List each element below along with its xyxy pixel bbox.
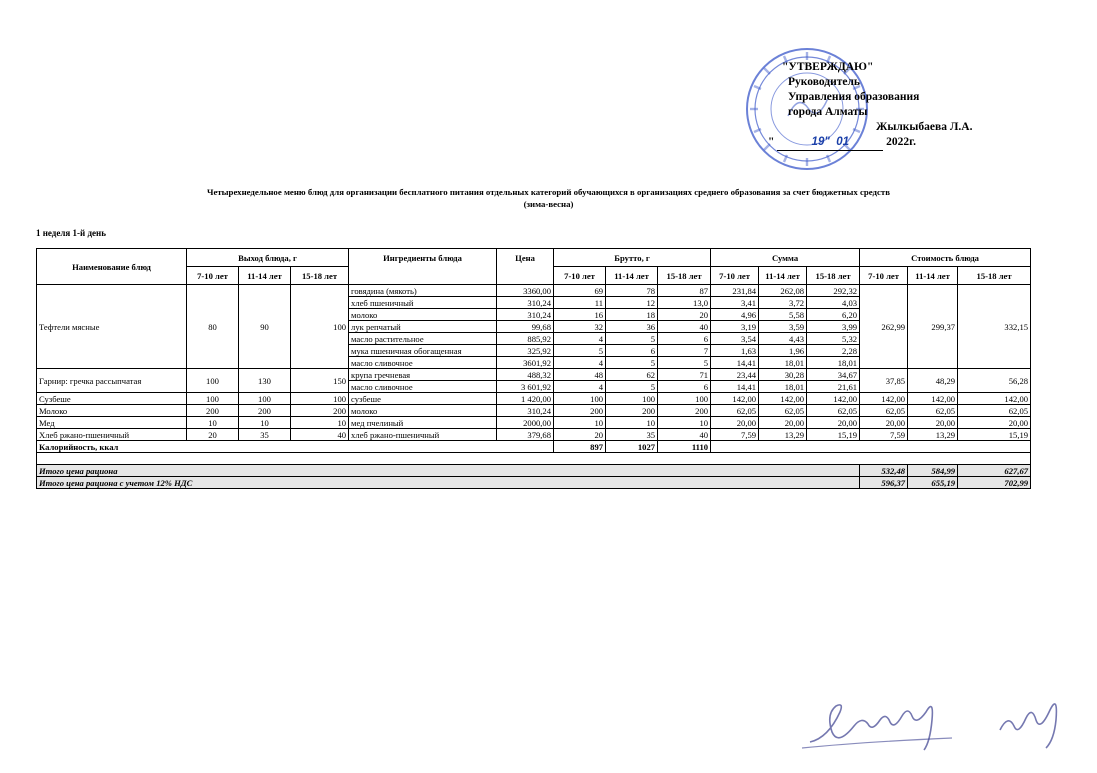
price-cell: 885,92 xyxy=(497,333,554,345)
brutto-age1-cell: 48 xyxy=(554,369,606,381)
document-title-line2: (зима-весна) xyxy=(523,199,574,209)
sum-age2-cell: 3,59 xyxy=(759,321,807,333)
table-row xyxy=(37,369,1031,381)
brutto-age3-cell: 6 xyxy=(658,333,711,345)
dish-name-cell: Мед xyxy=(37,417,187,429)
date-field xyxy=(777,135,883,151)
brutto-age2-cell: 12 xyxy=(606,297,658,309)
output-age2-cell: 100 xyxy=(239,393,291,405)
output-age3-cell: 100 xyxy=(291,393,349,405)
calories-age1: 897 xyxy=(554,441,606,453)
total-row xyxy=(37,465,1031,477)
header-cost: Стоимость блюда xyxy=(860,249,1031,267)
brutto-age1-cell: 4 xyxy=(554,357,606,369)
output-age3-cell: 150 xyxy=(291,369,349,393)
brutto-age2-cell: 18 xyxy=(606,309,658,321)
approval-block xyxy=(764,60,1004,151)
header-row-2 xyxy=(37,267,1031,285)
total-age1: 532,48 xyxy=(860,465,908,477)
brutto-age2-cell: 10 xyxy=(606,417,658,429)
sum-age3-cell: 62,05 xyxy=(807,405,860,417)
spacer-row xyxy=(37,453,1031,465)
dish-name-cell: Сузбеше xyxy=(37,393,187,405)
sum-age1-cell: 1,63 xyxy=(711,345,759,357)
cost-age2-cell: 13,29 xyxy=(908,429,958,441)
calories-age3: 1110 xyxy=(658,441,711,453)
sum-age2-cell: 1,96 xyxy=(759,345,807,357)
total-vat-age1: 596,37 xyxy=(860,477,908,489)
brutto-age1-cell: 69 xyxy=(554,285,606,297)
sum-age3-cell: 3,99 xyxy=(807,321,860,333)
ingredient-cell: масло растительное xyxy=(349,333,497,345)
sum-age1-cell: 4,96 xyxy=(711,309,759,321)
table-row xyxy=(37,417,1031,429)
header-output-age1: 7-10 лет xyxy=(187,267,239,285)
total-age3: 627,67 xyxy=(958,465,1031,477)
approval-position: Руководитель xyxy=(788,76,860,88)
sum-age3-cell: 4,03 xyxy=(807,297,860,309)
total-label: Итого цена рациона xyxy=(37,465,860,477)
header-ingredients: Ингредиенты блюда xyxy=(349,249,497,267)
calories-row xyxy=(37,441,1031,453)
brutto-age2-cell: 35 xyxy=(606,429,658,441)
sum-age2-cell: 30,28 xyxy=(759,369,807,381)
brutto-age1-cell: 20 xyxy=(554,429,606,441)
sum-age1-cell: 231,84 xyxy=(711,285,759,297)
sum-age1-cell: 142,00 xyxy=(711,393,759,405)
date-quote-mid: " xyxy=(824,136,830,148)
header-brutto: Брутто, г xyxy=(554,249,711,267)
sum-age3-cell: 2,28 xyxy=(807,345,860,357)
cost-age3-cell: 62,05 xyxy=(958,405,1031,417)
approval-city: города Алматы xyxy=(788,106,868,118)
table-row xyxy=(37,429,1031,441)
brutto-age3-cell: 40 xyxy=(658,321,711,333)
sum-age3-cell: 34,67 xyxy=(807,369,860,381)
output-age3-cell: 200 xyxy=(291,405,349,417)
header-brutto-age1: 7-10 лет xyxy=(554,267,606,285)
price-cell: 488,32 xyxy=(497,369,554,381)
output-age2-cell: 90 xyxy=(239,285,291,369)
approval-date xyxy=(764,135,1004,151)
output-age2-cell: 130 xyxy=(239,369,291,393)
sum-age1-cell: 3,41 xyxy=(711,297,759,309)
price-cell: 310,24 xyxy=(497,297,554,309)
cost-age3-cell: 15,19 xyxy=(958,429,1031,441)
total-age2: 584,99 xyxy=(908,465,958,477)
ingredient-cell: молоко xyxy=(349,405,497,417)
ingredient-cell: масло сливочное xyxy=(349,381,497,393)
output-age1-cell: 20 xyxy=(187,429,239,441)
cost-age2-cell: 48,29 xyxy=(908,369,958,393)
brutto-age2-cell: 36 xyxy=(606,321,658,333)
output-age2-cell: 10 xyxy=(239,417,291,429)
sum-age2-cell: 62,05 xyxy=(759,405,807,417)
brutto-age3-cell: 7 xyxy=(658,345,711,357)
sum-age1-cell: 23,44 xyxy=(711,369,759,381)
sum-age1-cell: 14,41 xyxy=(711,357,759,369)
output-age2-cell: 200 xyxy=(239,405,291,417)
output-age3-cell: 40 xyxy=(291,429,349,441)
sum-age2-cell: 18,01 xyxy=(759,357,807,369)
total-vat-label: Итого цена рациона с учетом 12% НДС xyxy=(37,477,860,489)
header-ingredients-blank xyxy=(349,267,497,285)
header-brutto-age3: 15-18 лет xyxy=(658,267,711,285)
header-output-age3: 15-18 лет xyxy=(291,267,349,285)
brutto-age1-cell: 5 xyxy=(554,345,606,357)
ingredient-cell: мука пшеничная обогащенная xyxy=(349,345,497,357)
dish-name-cell: Гарнир: гречка рассыпчатая xyxy=(37,369,187,393)
cost-age1-cell: 62,05 xyxy=(860,405,908,417)
header-sum-age3: 15-18 лет xyxy=(807,267,860,285)
cost-age3-cell: 142,00 xyxy=(958,393,1031,405)
sum-age3-cell: 142,00 xyxy=(807,393,860,405)
sum-age1-cell: 62,05 xyxy=(711,405,759,417)
brutto-age2-cell: 200 xyxy=(606,405,658,417)
sum-age1-cell: 20,00 xyxy=(711,417,759,429)
header-cost-age2: 11-14 лет xyxy=(908,267,958,285)
date-year: 2022г. xyxy=(886,136,916,148)
brutto-age3-cell: 10 xyxy=(658,417,711,429)
brutto-age1-cell: 100 xyxy=(554,393,606,405)
sum-age1-cell: 14,41 xyxy=(711,381,759,393)
price-cell: 1 420,00 xyxy=(497,393,554,405)
brutto-age3-cell: 6 xyxy=(658,381,711,393)
sum-age2-cell: 4,43 xyxy=(759,333,807,345)
cost-age1-cell: 37,85 xyxy=(860,369,908,393)
cost-age1-cell: 262,99 xyxy=(860,285,908,369)
output-age1-cell: 80 xyxy=(187,285,239,369)
sum-age2-cell: 3,72 xyxy=(759,297,807,309)
calories-blank xyxy=(711,441,1031,453)
output-age1-cell: 200 xyxy=(187,405,239,417)
ingredient-cell: мед пчелиный xyxy=(349,417,497,429)
table-row xyxy=(37,285,1031,297)
cost-age2-cell: 142,00 xyxy=(908,393,958,405)
cost-age1-cell: 142,00 xyxy=(860,393,908,405)
header-row-1 xyxy=(37,249,1031,267)
brutto-age2-cell: 5 xyxy=(606,357,658,369)
calories-label: Калорийность, ккал xyxy=(37,441,554,453)
brutto-age3-cell: 71 xyxy=(658,369,711,381)
sum-age3-cell: 21,61 xyxy=(807,381,860,393)
brutto-age2-cell: 5 xyxy=(606,333,658,345)
sum-age1-cell: 3,19 xyxy=(711,321,759,333)
sum-age2-cell: 20,00 xyxy=(759,417,807,429)
output-age1-cell: 100 xyxy=(187,369,239,393)
menu-table xyxy=(36,248,1031,489)
header-brutto-age2: 11-14 лет xyxy=(606,267,658,285)
cost-age3-cell: 56,28 xyxy=(958,369,1031,393)
cost-age1-cell: 20,00 xyxy=(860,417,908,429)
sum-age3-cell: 5,32 xyxy=(807,333,860,345)
menu-body xyxy=(37,285,1031,489)
brutto-age1-cell: 11 xyxy=(554,297,606,309)
brutto-age3-cell: 5 xyxy=(658,357,711,369)
ingredient-cell: хлеб ржано-пшеничный xyxy=(349,429,497,441)
sum-age2-cell: 262,08 xyxy=(759,285,807,297)
brutto-age3-cell: 20 xyxy=(658,309,711,321)
date-month: 01 xyxy=(836,136,849,148)
week-day-label: 1 неделя 1-й день xyxy=(36,228,106,238)
cost-age3-cell: 332,15 xyxy=(958,285,1031,369)
brutto-age2-cell: 5 xyxy=(606,381,658,393)
ingredient-cell: молоко xyxy=(349,309,497,321)
header-sum: Сумма xyxy=(711,249,860,267)
sum-age3-cell: 15,19 xyxy=(807,429,860,441)
approval-department: Управления образования xyxy=(788,91,920,103)
header-sum-age1: 7-10 лет xyxy=(711,267,759,285)
price-cell: 99,68 xyxy=(497,321,554,333)
ingredient-cell: масло сливочное xyxy=(349,357,497,369)
brutto-age3-cell: 40 xyxy=(658,429,711,441)
output-age3-cell: 10 xyxy=(291,417,349,429)
ingredient-cell: хлеб пшеничный xyxy=(349,297,497,309)
sum-age3-cell: 18,01 xyxy=(807,357,860,369)
brutto-age1-cell: 4 xyxy=(554,333,606,345)
price-cell: 379,68 xyxy=(497,429,554,441)
sum-age2-cell: 13,29 xyxy=(759,429,807,441)
brutto-age1-cell: 4 xyxy=(554,381,606,393)
date-quote-open: " xyxy=(768,136,775,148)
price-cell: 2000,00 xyxy=(497,417,554,429)
brutto-age2-cell: 62 xyxy=(606,369,658,381)
date-day: 19 xyxy=(811,136,825,148)
brutto-age2-cell: 78 xyxy=(606,285,658,297)
document-title-line1: Четырехнедельное меню блюд для организации бесплатного питания отдельных категорий обучающихся в организациях среднего образования за счет бюджетных средств xyxy=(207,187,890,197)
document-title xyxy=(0,186,1097,210)
output-age1-cell: 10 xyxy=(187,417,239,429)
brutto-age3-cell: 100 xyxy=(658,393,711,405)
ingredient-cell: говядина (мякоть) xyxy=(349,285,497,297)
price-cell: 310,24 xyxy=(497,309,554,321)
price-cell: 3601,92 xyxy=(497,357,554,369)
price-cell: 3 601,92 xyxy=(497,381,554,393)
cost-age2-cell: 20,00 xyxy=(908,417,958,429)
brutto-age3-cell: 87 xyxy=(658,285,711,297)
sum-age2-cell: 5,58 xyxy=(759,309,807,321)
table-row xyxy=(37,393,1031,405)
sum-age3-cell: 20,00 xyxy=(807,417,860,429)
header-output-age2: 11-14 лет xyxy=(239,267,291,285)
approval-heading: "УТВЕРЖДАЮ" xyxy=(782,61,874,73)
handwritten-signature xyxy=(800,690,1080,760)
output-age2-cell: 35 xyxy=(239,429,291,441)
brutto-age1-cell: 16 xyxy=(554,309,606,321)
header-price: Цена xyxy=(497,249,554,267)
sum-age1-cell: 3,54 xyxy=(711,333,759,345)
total-vat-age2: 655,19 xyxy=(908,477,958,489)
output-age1-cell: 100 xyxy=(187,393,239,405)
dish-name-cell: Хлеб ржано-пшеничный xyxy=(37,429,187,441)
cost-age1-cell: 7,59 xyxy=(860,429,908,441)
header-cost-age3: 15-18 лет xyxy=(958,267,1031,285)
price-cell: 325,92 xyxy=(497,345,554,357)
total-vat-row xyxy=(37,477,1031,489)
brutto-age2-cell: 100 xyxy=(606,393,658,405)
cost-age2-cell: 299,37 xyxy=(908,285,958,369)
brutto-age1-cell: 10 xyxy=(554,417,606,429)
output-age3-cell: 100 xyxy=(291,285,349,369)
header-output: Выход блюда, г xyxy=(187,249,349,267)
brutto-age1-cell: 200 xyxy=(554,405,606,417)
sum-age2-cell: 18,01 xyxy=(759,381,807,393)
price-cell: 310,24 xyxy=(497,405,554,417)
header-cost-age1: 7-10 лет xyxy=(860,267,908,285)
price-cell: 3360,00 xyxy=(497,285,554,297)
brutto-age3-cell: 13,0 xyxy=(658,297,711,309)
cost-age3-cell: 20,00 xyxy=(958,417,1031,429)
sum-age3-cell: 292,32 xyxy=(807,285,860,297)
dish-name-cell: Тефтели мясные xyxy=(37,285,187,369)
total-vat-age3: 702,99 xyxy=(958,477,1031,489)
table-row xyxy=(37,405,1031,417)
brutto-age1-cell: 32 xyxy=(554,321,606,333)
approval-name: Жылкыбаева Л.А. xyxy=(876,121,973,133)
ingredient-cell: лук репчатый xyxy=(349,321,497,333)
header-dish: Наименование блюд xyxy=(37,249,187,285)
header-sum-age2: 11-14 лет xyxy=(759,267,807,285)
cost-age2-cell: 62,05 xyxy=(908,405,958,417)
header-price-blank xyxy=(497,267,554,285)
spacer-cell xyxy=(37,453,1031,465)
dish-name-cell: Молоко xyxy=(37,405,187,417)
calories-age2: 1027 xyxy=(606,441,658,453)
sum-age3-cell: 6,20 xyxy=(807,309,860,321)
sum-age1-cell: 7,59 xyxy=(711,429,759,441)
ingredient-cell: крупа гречневая xyxy=(349,369,497,381)
sum-age2-cell: 142,00 xyxy=(759,393,807,405)
ingredient-cell: сузбеше xyxy=(349,393,497,405)
brutto-age2-cell: 6 xyxy=(606,345,658,357)
brutto-age3-cell: 200 xyxy=(658,405,711,417)
